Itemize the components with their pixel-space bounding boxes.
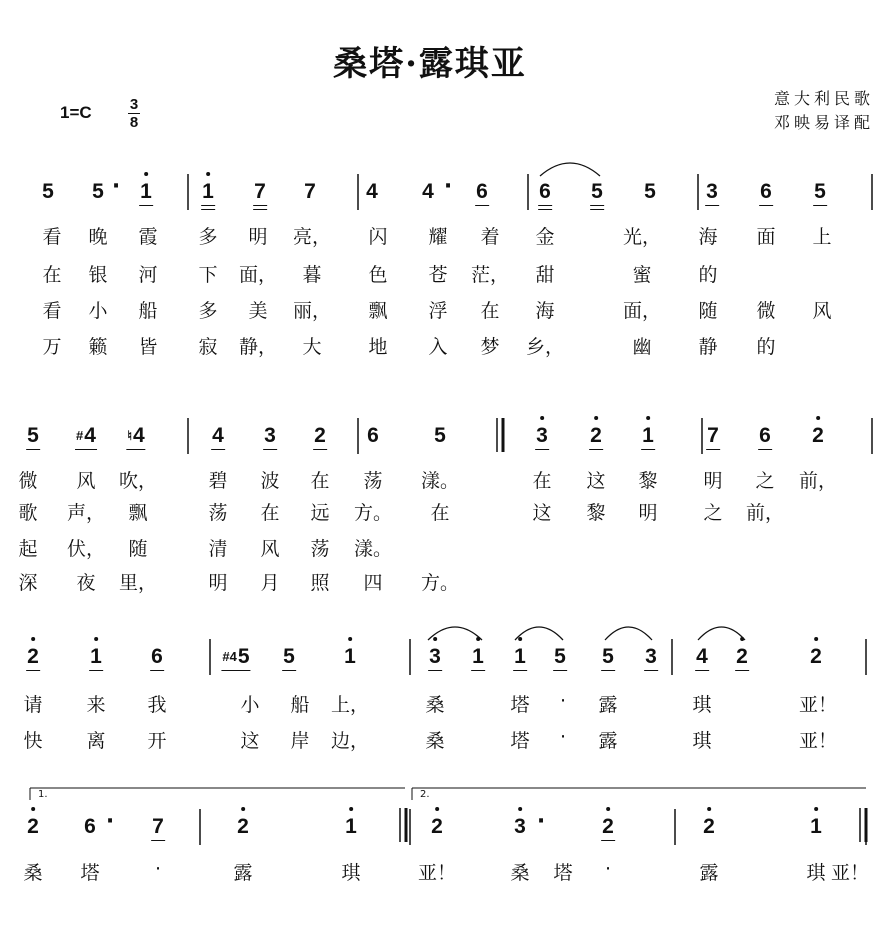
note-digit: 2 [431, 815, 443, 838]
lyric-char: 丽， [292, 300, 332, 322]
note-digit: 1 [642, 424, 654, 447]
lyric-char: 面， [622, 300, 662, 322]
lyric-char: 离 [86, 730, 106, 752]
note-digit: 1 [472, 645, 484, 668]
note-digit: 6 [367, 424, 379, 447]
note-digit: 7 [304, 180, 316, 203]
lyric-char: 色 [368, 264, 388, 286]
volta-1-label: 1. [38, 789, 48, 800]
lyric-char: 金 [535, 226, 555, 248]
note-digit: 4 [84, 424, 96, 447]
lyric-char: 多 [198, 300, 218, 322]
lyric-char: 在 [42, 264, 62, 286]
note-digit: 2 [812, 424, 824, 447]
note-digit: 3 [264, 424, 276, 447]
note-digit: 5 [283, 645, 295, 668]
lyric-char: 海 [698, 226, 718, 248]
note-digit: 5 [237, 645, 250, 668]
lyric-char: 我 [147, 694, 167, 716]
lyric-char: 琪 [806, 862, 826, 884]
lyric-char: 多 [198, 226, 218, 248]
lyric-char: 露 [598, 730, 618, 752]
lyric-char: 籁 [88, 336, 108, 358]
lyric-char: 这 [532, 502, 552, 524]
note-digit: 4 [212, 424, 224, 447]
lyric-char: 这 [586, 470, 606, 492]
augmentation-dot: · [536, 809, 546, 834]
lyric-char: 桑 [425, 694, 445, 716]
lyric-char: 吹， [118, 470, 158, 492]
lyric-char: · [604, 858, 612, 880]
lyric-char: 寂 [198, 336, 218, 358]
lyric-char: 在 [480, 300, 500, 322]
lyric-char: 在 [310, 470, 330, 492]
note-digit: 5 [814, 180, 826, 203]
note-digit: 7 [707, 424, 719, 447]
note-digit: 1 [810, 815, 822, 838]
lyric-char: 银 [88, 264, 108, 286]
augmentation-dot: · [111, 174, 121, 199]
lyric-char: 塔 [510, 730, 530, 752]
lyric-char: 琪 [341, 862, 361, 884]
note-digit: 1 [514, 645, 526, 668]
note-digit: 5 [602, 645, 614, 668]
lyric-char: 前， [745, 502, 785, 524]
lyric-char: 船 [290, 694, 310, 716]
lyric-char: 大 [302, 336, 322, 358]
lyric-char: 霞 [138, 226, 158, 248]
lyric-char: 来 [86, 694, 106, 716]
lyric-char: 船 [138, 300, 158, 322]
lyric-char: 碧 [208, 470, 228, 492]
note-digit: 1 [344, 645, 356, 668]
lyric-char: 波 [260, 470, 280, 492]
lyric-char: 塔 [510, 694, 530, 716]
note-digit: 5 [644, 180, 656, 203]
lyric-char: 看 [42, 226, 62, 248]
lyric-char: 苍 [428, 264, 448, 286]
lyric-char: 上 [812, 226, 832, 248]
lyric-char: 随 [128, 538, 148, 560]
lyric-char: 皆 [138, 336, 158, 358]
note-digit: 6 [476, 180, 488, 203]
lyric-char: 亚！ [798, 730, 838, 752]
lyric-char: 耀 [428, 226, 448, 248]
note-digit: 3 [536, 424, 548, 447]
accidental: # [76, 428, 84, 443]
lyric-char: 塔 [80, 862, 100, 884]
lyric-char: 明 [638, 502, 658, 524]
lyric-char: 方。 [420, 572, 460, 594]
volta-2-label: 2. [420, 789, 430, 800]
lyric-char: 美 [248, 300, 268, 322]
lyric-char: 蜜 [632, 264, 652, 286]
note-digit: 1 [140, 180, 152, 203]
slur [515, 627, 563, 640]
note-digit: 4 [132, 424, 145, 447]
lyric-char: 静 [698, 336, 718, 358]
lyric-char: 四 [363, 572, 383, 594]
lyric-char: 桑 [23, 862, 43, 884]
credit-translator: 邓映易译配 [773, 113, 874, 132]
lyric-char: 梦 [480, 336, 500, 358]
lyric-char: 万 [42, 336, 62, 358]
note-digit: 5 [591, 180, 603, 203]
note-digit: 7 [254, 180, 266, 203]
lyric-char: 请 [23, 694, 43, 716]
lyric-char: 声， [66, 502, 106, 524]
lyric-char: 远 [310, 502, 330, 524]
lyric-char: · [559, 726, 567, 748]
lyric-char: 深 [18, 572, 38, 594]
lyric-char: 着 [480, 226, 500, 248]
lyric-char: 前， [798, 470, 838, 492]
lyric-char: 在 [532, 470, 552, 492]
note-digit: 4 [696, 645, 708, 668]
note-digit: 6 [760, 180, 772, 203]
song-title: 桑塔·露琪亚 [333, 44, 527, 84]
lyric-char: 茫， [470, 264, 510, 286]
lyric-char: 的 [698, 264, 718, 286]
note-digit: 5 [42, 180, 54, 203]
note-digit: 3 [706, 180, 718, 203]
lyric-char: 荡 [208, 502, 228, 524]
note-digit: 2 [27, 645, 39, 668]
lyric-char: 漾。 [353, 538, 393, 560]
note-digit: 2 [736, 645, 748, 668]
note-digit: 3 [645, 645, 657, 668]
lyric-char: 飘 [128, 502, 148, 524]
note-digit: 6 [539, 180, 551, 203]
note-digit: 6 [84, 815, 96, 838]
lyric-char: 微 [756, 300, 776, 322]
note-digit: 4 [366, 180, 378, 203]
time-sig-top: 3 [129, 96, 139, 113]
lyric-char: 明 [208, 572, 228, 594]
note-digit: 3 [429, 645, 441, 668]
lyric-char: 风 [76, 470, 96, 492]
lyric-char: 的 [756, 336, 776, 358]
note-digit: 4 [422, 180, 434, 203]
lyric-char: 这 [240, 730, 260, 752]
lyric-char: 伏， [66, 538, 106, 560]
note-digit: 1 [202, 180, 214, 203]
lyric-char: 面， [238, 264, 278, 286]
slur [605, 627, 652, 640]
lyric-char: 之 [755, 470, 775, 492]
slur [698, 627, 745, 640]
note-digit: 1 [345, 815, 357, 838]
lyric-char: 照 [310, 572, 330, 594]
lyric-char: 桑 [425, 730, 445, 752]
note-digit: 2 [810, 645, 822, 668]
note-digit: 3 [514, 815, 526, 838]
note-digit: 2 [703, 815, 715, 838]
key-signature: 1=C [60, 103, 92, 122]
lyric-char: 浮 [428, 300, 448, 322]
note-digit: 2 [314, 424, 326, 447]
note-digit: 1 [90, 645, 102, 668]
lyric-char: 小 [88, 300, 108, 322]
lyric-char: 飘 [368, 300, 388, 322]
lyric-char: · [559, 690, 567, 712]
lyric-char: 快 [23, 730, 43, 752]
lyric-char: 甜 [535, 264, 555, 286]
lyric-char: 幽 [632, 336, 652, 358]
lyric-char: 光， [622, 226, 662, 248]
lyric-char: 露 [598, 694, 618, 716]
lyric-char: 小 [240, 694, 260, 716]
lyric-char: 方。 [353, 502, 393, 524]
lyric-char: 风 [260, 538, 280, 560]
note-digit: 5 [27, 424, 39, 447]
lyric-char: 荡 [363, 470, 383, 492]
lyric-char: 之 [703, 502, 723, 524]
lyric-char: 随 [698, 300, 718, 322]
augmentation-dot: · [105, 809, 115, 834]
lyric-char: 面 [756, 226, 776, 248]
slur [428, 627, 482, 640]
accidental: ♮ [127, 428, 132, 443]
lyric-char: 看 [42, 300, 62, 322]
note-digit: 2 [237, 815, 249, 838]
note-digit: 5 [554, 645, 566, 668]
lyric-char: · [154, 858, 162, 880]
lyric-char: 晚 [88, 226, 108, 248]
lyric-char: 入 [428, 336, 448, 358]
lyric-char: 下 [198, 264, 218, 286]
lyric-char: 起 [18, 538, 38, 560]
lyric-char: 清 [208, 538, 228, 560]
accidental: #4 [222, 649, 237, 664]
lyric-char: 河 [138, 264, 158, 286]
note-digit: 2 [590, 424, 602, 447]
lyric-char: 上， [330, 694, 370, 716]
lyric-char: 在 [260, 502, 280, 524]
note-digit: 5 [434, 424, 446, 447]
lyric-char: 亚！ [798, 694, 838, 716]
lyric-char: 地 [368, 336, 388, 358]
augmentation-dot: · [443, 174, 453, 199]
note-digit: 6 [759, 424, 771, 447]
lyric-char: 露 [699, 862, 719, 884]
note-digit: 7 [152, 815, 164, 838]
lyric-char: 乡， [525, 336, 565, 358]
lyric-char: 里， [118, 572, 158, 594]
lyric-char: 亮， [292, 226, 332, 248]
lyric-char: 琪 [692, 730, 712, 752]
note-digit: 2 [27, 815, 39, 838]
lyric-char: 黎 [638, 470, 658, 492]
lyric-char: 荡 [310, 538, 330, 560]
lyric-char: 明 [248, 226, 268, 248]
note-digit: 6 [151, 645, 163, 668]
lyric-char: 开 [147, 730, 167, 752]
lyric-char: 在 [430, 502, 450, 524]
lyric-char: 琪 [692, 694, 712, 716]
lyric-char: 夜 [76, 572, 96, 594]
lyric-char: 亚！ [417, 862, 457, 884]
lyric-char: 静， [238, 336, 278, 358]
lyric-char: 暮 [302, 264, 322, 286]
note-digit: 2 [602, 815, 614, 838]
lyric-char: 明 [703, 470, 723, 492]
lyric-char: 海 [535, 300, 555, 322]
lyric-char: 月 [260, 572, 280, 594]
lyric-char: 歌 [18, 502, 38, 524]
credit-origin: 意大利民歌 [773, 89, 874, 108]
lyric-char: 黎 [586, 502, 606, 524]
lyric-char: 岸 [290, 730, 310, 752]
lyric-char: 风 [812, 300, 832, 322]
lyric-char: 漾。 [420, 470, 460, 492]
slur [540, 163, 600, 176]
lyric-char: 闪 [368, 226, 388, 248]
lyric-char: 微 [18, 470, 38, 492]
lyric-char: 塔 [553, 862, 573, 884]
time-sig-bottom: 8 [129, 114, 139, 131]
note-digit: 5 [92, 180, 104, 203]
lyric-char: 露 [233, 862, 253, 884]
lyric-char: 桑 [510, 862, 530, 884]
lyric-char: 边， [330, 730, 370, 752]
lyric-char: 亚！ [830, 862, 870, 884]
